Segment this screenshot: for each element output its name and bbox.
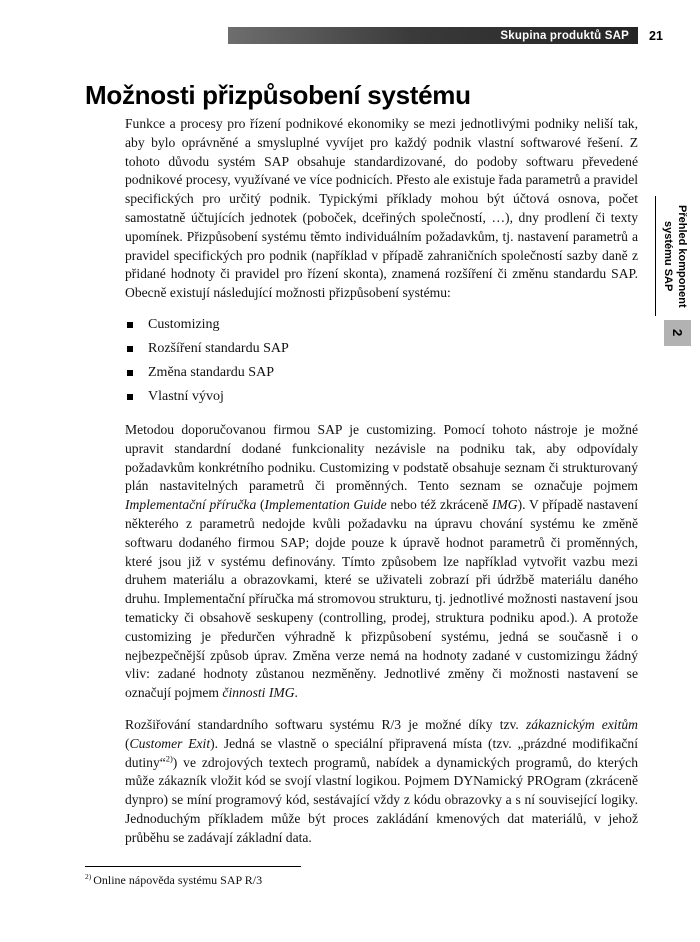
customizing-paragraph: Metodou doporučovanou firmou SAP je customizing. Pomocí tohoto nástroje je možné upravit standardní dodané funkcionality nezávisle na podniku tak, aby odpovídaly požadavkům konkrétního podniku. Customizing v podstatě obsahuje seznam či strukturovaný plán nastavitelných parametrů či proměnných. Tento seznam se označuje pojmem Implementační příručka (Implementation Guide nebo též zkráceně IMG). V případě nastavení některého z parametrů nedojde kvůli požadavku na úpravu chování systému ke změně softwaru dodaného firmou SAP; dojde pouze k úpravě hodnot parametrů či proměnných, které jsou již v systému definovány. Tímto způsobem lze například vytvořit vazbu mezi druhem materiálu a obrazovkami, které se uživateli zobrazí při údržbě materiálu daného druhu. Implementační příručka má stromovou strukturu, tj. jednotlivé možnosti nastavení jsou tematicky či obsahově seskupeny (controlling, prodej, struktura podniku apod.). A protože customizing je předurčen výhradně k přizpůsobení systému, jedná se současně i o nejbezpečnější způsob úprav. Změna verze nemá na hodnoty zadané v customizingu žádný vliv: zadané hodnoty zůstanou nezměněny. Jednotlivé změny či možnosti nastavení se označují pojmem činnosti IMG.: [125, 421, 638, 701]
list-item: [127, 337, 638, 361]
list-item: [127, 361, 638, 385]
footnote-text: [85, 873, 635, 888]
bullet-square-icon: [127, 370, 133, 376]
running-header-bar: [228, 27, 638, 44]
chapter-tab-label: Přehled komponent systému SAP: [655, 196, 689, 316]
intro-paragraph: Funkce a procesy pro řízení podnikové ekonomiky se mezi jednotlivými podniky neliší tak, aby bylo oprávněné a smysluplné vyvíjet pro každý podnik vlastní softwarové řešení. Z tohoto důvodu systém SAP obsahuje standardizované, do podoby softwaru převedené podnikové procesy, využívané ve více podnicích. Přesto ale existuje řada parametrů a pravidel specifických pro určitý podnik. Typickými příklady mohou být účtová osnova, počet samostatně účtujících jednotek (poboček, dceřiných společností, …), dny prodlení či texty upomínek. Přizpůsobení systému těmto individuálním požadavkům, tj. nastavení parametrů a pravidel specifických pro podnik (například v případě zahraničních společností sazby daně z přidané hodnoty či pravidel pro řízení skonta), znamená rozšíření či změnu standardu SAP. Obecně existují následující možnosti přizpůsobení systému:: [125, 116, 638, 301]
bullet-square-icon: [127, 322, 133, 328]
footnote-rule: [85, 866, 301, 867]
page-body: [125, 115, 638, 848]
bullet-square-icon: [127, 346, 133, 352]
bullet-square-icon: [127, 394, 133, 400]
page-title: Možnosti přizpůsobení systému: [85, 80, 471, 110]
list-item: [127, 385, 638, 409]
list-item-label: Vlastní vývoj: [148, 388, 224, 404]
list-item: [127, 313, 638, 337]
footnote: [85, 866, 635, 888]
footnote-label: Online nápověda systému SAP R/3: [93, 873, 263, 887]
page-number: 21: [649, 29, 663, 43]
options-list: [127, 313, 638, 409]
list-item-label: Customizing: [148, 316, 220, 332]
list-item-label: Rozšíření standardu SAP: [148, 340, 289, 356]
customer-exit-paragraph: Rozšiřování standardního softwaru systému R/3 je možné díky tzv. zákaznickým exitům (Customer Exit). Jedná se vlastně o speciální připravená místa (tzv. „prázdné modifikační dutiny“$^{2)}$) ve zdrojových textech programů, nabídek a dynamických programů, do kterých může zákazník vložit kód se svojí vlastní logikou. Pojmem DYNamický PROgram (zkráceně dynpro) se míní programový kód, sestávající vždy z kódu obrazovky a s ní související logiky. Jednoduchým příkladem může být proces zakládání kmenových dat materiálů, v jehož průběhu se zadávají základní data.: [125, 716, 638, 845]
chapter-tab-number: 2: [664, 320, 691, 346]
footnote-marker: 2): [85, 872, 92, 881]
list-item-label: Změna standardu SAP: [148, 364, 274, 380]
section-label: Skupina produktů SAP: [500, 29, 629, 42]
